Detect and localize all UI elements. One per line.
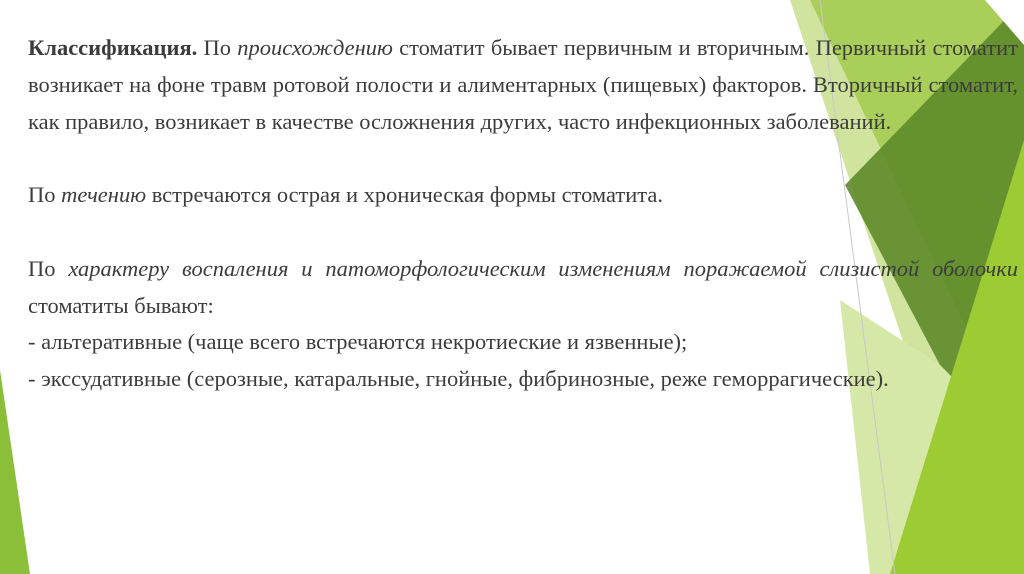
p2-text-1: По [28,182,62,208]
left-green-triangle [0,370,30,574]
p3-text-2: стоматиты бывают: [28,292,214,318]
slide-text-body [28,30,1018,398]
classification-label: Классификация. [28,35,198,60]
list-item: - экссудативные (серозные, катаральные, гнойные, фибринозные, реже геморрагические). [28,366,889,392]
course-paragraph [28,177,1018,214]
p3-italic: характеру воспаления и патоморфологическим изменениям поражаемой слизистой оболочки [68,255,1018,281]
p1-text-1: По [197,35,238,60]
p2-text-2: встречаются острая и хроническая формы стоматита. [146,182,663,208]
list-item: - альтеративные (чаще всего встречаются некротиеские и язвенные); [28,329,688,355]
classification-paragraph [28,30,1018,140]
character-paragraph [28,251,1018,325]
p1-text-2: стоматит бывает первичным и вторичным. Первичный стоматит возникает на фоне травм ротовой полости и алиментарных (пищевых) факторов. Вторичный стоматит, как правило, возникает в качестве осложнения других, часто инфекционных заболеваний. [28,35,1018,134]
p1-italic: происхождению [237,35,393,60]
p2-italic: течению [61,182,147,208]
p3-text-1: По [28,255,69,281]
